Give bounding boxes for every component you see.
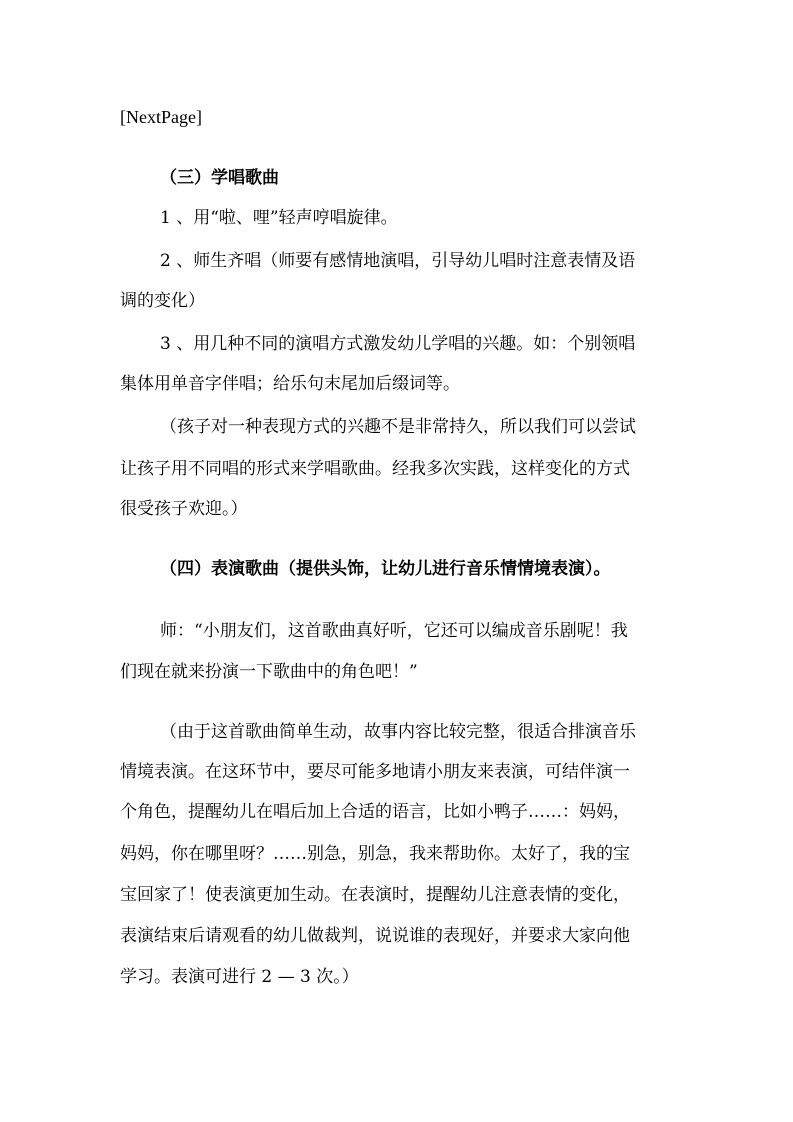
- section3-step2-line2: 调的变化）: [120, 291, 205, 311]
- section4-quote-line2: 们现在就来扮演一下歌曲中的角色吧！”: [120, 662, 418, 682]
- section3-heading: （三）学唱歌曲: [160, 168, 279, 188]
- section4-note-line4: 妈妈，你在哪里呀？……别急，别急，我来帮助你。太好了，我的宝: [120, 844, 630, 864]
- section4-note-line1: （由于这首歌曲简单生动，故事内容比较完整，很适合排演音乐: [160, 722, 636, 742]
- section4-note-line5: 宝回家了！使表演更加生动。在表演时，提醒幼儿注意表情的变化，: [120, 885, 630, 905]
- section3-note-line1: （孩子对一种表现方式的兴趣不是非常持久，所以我们可以尝试: [160, 417, 636, 437]
- section4-note-line7: 学习。表演可进行 2 — 3 次。）: [120, 967, 359, 987]
- section3-step3-line2: 集体用单音字伴唱；给乐句末尾加后缀词等。: [120, 374, 460, 394]
- section3-note-line2: 让孩子用不同唱的形式来学唱歌曲。经我多次实践，这样变化的方式: [120, 459, 630, 479]
- section3-step3-line1: 3 、用几种不同的演唱方式激发幼儿学唱的兴趣。如：个别领唱: [160, 334, 636, 354]
- section4-note-line3: 个角色，提醒幼儿在唱后加上合适的语言，比如小鸭子……：妈妈，: [120, 802, 630, 822]
- section4-heading: （四）表演歌曲（提供头饰，让幼儿进行音乐情情境表演）。: [160, 559, 611, 579]
- section4-note-line6: 表演结束后请观看的幼儿做裁判，说说谁的表现好，并要求大家向他: [120, 926, 630, 946]
- section4-note-line2: 情境表演。在这环节中，要尽可能多地请小朋友来表演，可结伴演一: [120, 762, 630, 782]
- section3-step2-line1: 2 、师生齐唱（师要有感情地演唱，引导幼儿唱时注意表情及语: [160, 251, 636, 271]
- section3-note-line3: 很受孩子欢迎。）: [120, 499, 248, 519]
- section3-step1: 1 、用“啦、哩”轻声哼唱旋律。: [160, 208, 398, 228]
- section4-quote-line1: 师：“小朋友们，这首歌曲真好听，它还可以编成音乐剧呢！我: [160, 621, 628, 641]
- nextpage-marker: [NextPage]: [120, 107, 202, 127]
